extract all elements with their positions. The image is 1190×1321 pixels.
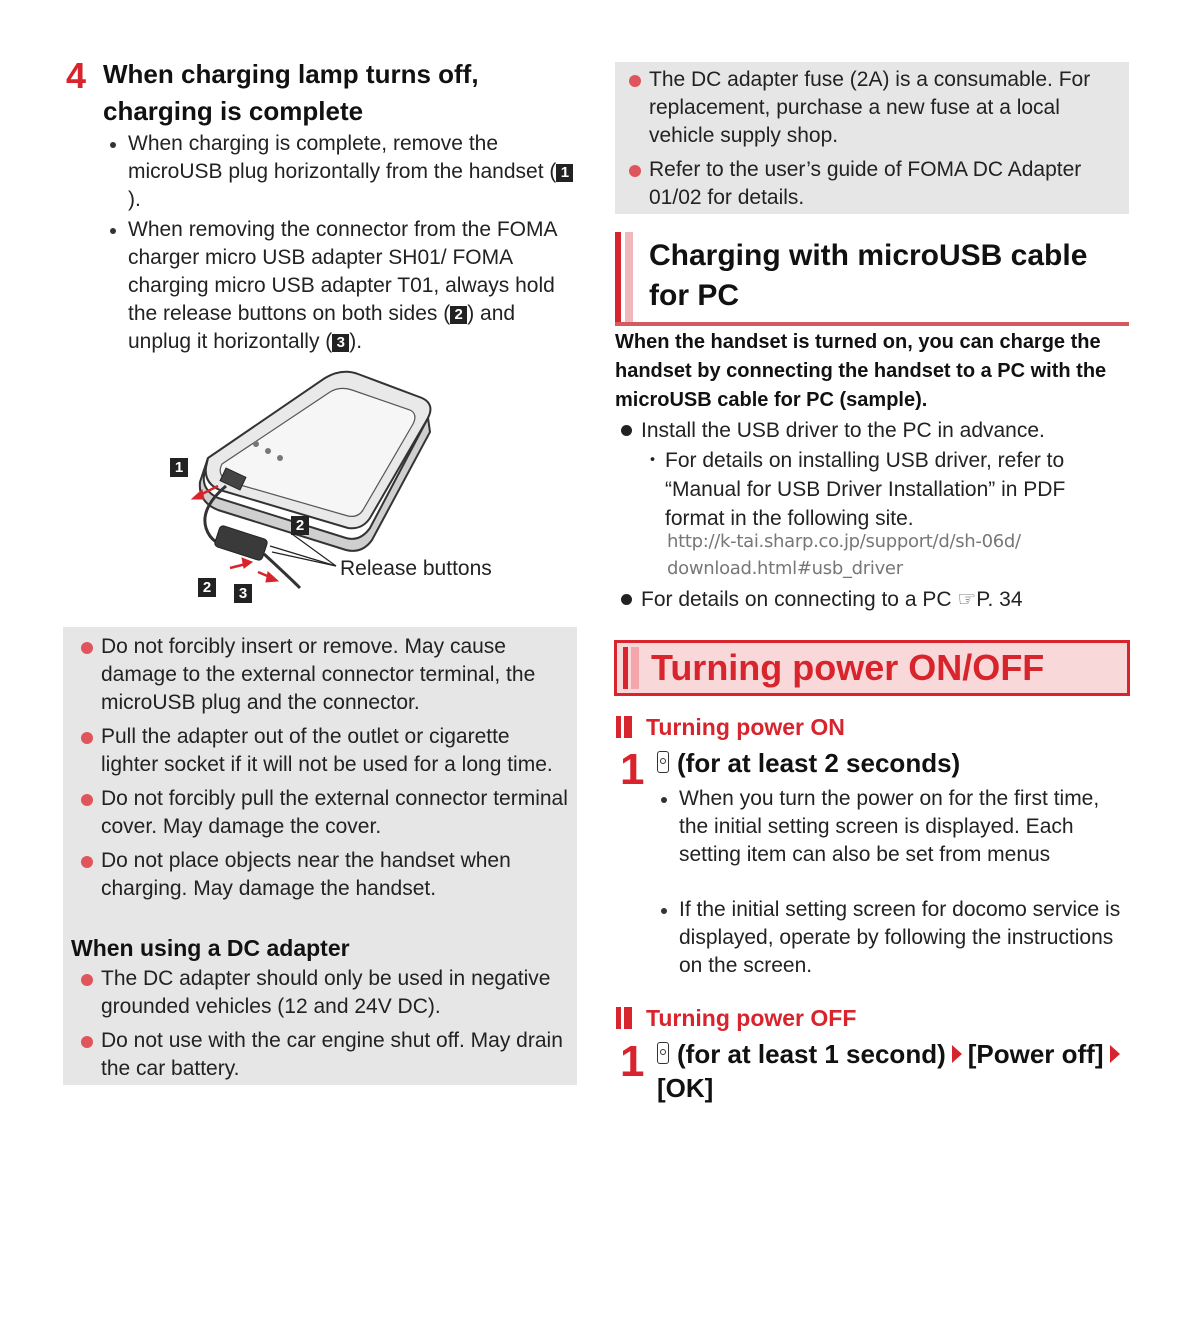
pc-charging-section-header bbox=[615, 232, 1129, 326]
power-on-step-number: 1 bbox=[620, 745, 645, 794]
usb-driver-url-line2[interactable]: download.html#usb_driver bbox=[667, 558, 903, 579]
ok-menu-item: [OK] bbox=[657, 1073, 714, 1103]
sub-marker: ・ bbox=[642, 449, 663, 472]
dc-adapter-list bbox=[69, 965, 569, 1089]
unplug-illustration bbox=[160, 368, 505, 608]
step4-bullet-1: When charging is complete, remove the microUSB plug horizontally from the handset ( 1). bbox=[104, 130, 576, 214]
figure-label-1 bbox=[170, 458, 188, 477]
usb-driver-url-line1[interactable]: http://k-tai.sharp.co.jp/support/d/sh-06d/ bbox=[667, 531, 1021, 552]
caution-item-1: Do not forcibly insert or remove. May cause damage to the external connector terminal, the microUSB plug and the connector. bbox=[69, 633, 569, 717]
pc-charging-intro: When the handset is turned on, you can charge the handset by connecting the handset to a PC with the microUSB cable for PC (sample). bbox=[615, 331, 1107, 411]
caution-item-2: Pull the adapter out of the outlet or cigarette lighter socket if it will not be used for a long time. bbox=[69, 723, 569, 779]
pc-connect-bullets bbox=[615, 585, 1130, 614]
fuse-note-2: Refer to the user’s guide of FOMA DC Adapter 01/02 for details. bbox=[617, 156, 1122, 212]
dc-item-2: Do not use with the car engine shut off. May drain the car battery. bbox=[69, 1027, 569, 1083]
reference-page-link[interactable]: P. 34 bbox=[976, 588, 1023, 611]
step4-title: When charging lamp turns off, charging is complete bbox=[103, 59, 479, 126]
pc-bullet-2: For details on connecting to a PC ☞P. 34 bbox=[615, 585, 1130, 614]
power-on-heading: Turning power ON bbox=[616, 714, 845, 741]
fuse-note-list bbox=[617, 66, 1122, 218]
figure-label-2-bottom bbox=[198, 578, 216, 597]
caution-item-4: Do not place objects near the handset when charging. May damage the handset. bbox=[69, 847, 569, 903]
power-on-note-2: If the initial setting screen for docomo service is displayed, operate by following the instructions on the screen. bbox=[655, 896, 1130, 980]
power-key-icon bbox=[657, 751, 669, 773]
power-on-bullets bbox=[655, 785, 1130, 980]
step-number-4: 4 bbox=[66, 55, 87, 96]
dc-item-1: The DC adapter should only be used in negative grounded vehicles (12 and 24V DC). bbox=[69, 965, 569, 1021]
step4-bullets bbox=[104, 130, 576, 356]
power-on-note-1: When you turn the power on for the first time, the initial setting screen is displayed. Each setting item can also be set from menus bbox=[655, 785, 1130, 869]
handset-illustration bbox=[160, 368, 505, 608]
power-section-title: Turning power ON/OFF bbox=[651, 647, 1045, 688]
fuse-note-box bbox=[615, 62, 1129, 214]
power-off-menu-item: [Power off] bbox=[967, 1039, 1104, 1069]
pc-charging-bullets bbox=[615, 416, 1130, 445]
power-off-heading: Turning power OFF bbox=[616, 1005, 856, 1032]
callout-3-badge: 3 bbox=[332, 334, 349, 352]
pc-bullet-1: Install the USB driver to the PC in advance. bbox=[615, 416, 1130, 445]
callout-2-badge: 2 bbox=[450, 306, 467, 324]
dc-adapter-heading: When using a DC adapter bbox=[71, 935, 350, 961]
arrow-right-icon bbox=[1110, 1045, 1120, 1063]
svg-text:2: 2 bbox=[295, 517, 305, 534]
caution-item-3: Do not forcibly pull the external connector terminal cover. May damage the cover. bbox=[69, 785, 569, 841]
usb-driver-note: For details on installing USB driver, refer to “Manual for USB Driver Installation” in PDF format in the following site. bbox=[665, 449, 1066, 530]
svg-text:1: 1 bbox=[174, 459, 184, 476]
power-key-icon bbox=[657, 1042, 669, 1064]
pc-charging-title: Charging with microUSB cable for PC bbox=[649, 239, 1088, 312]
power-on-step: (for at least 2 seconds) bbox=[657, 746, 1127, 780]
callout-1-badge: 1 bbox=[556, 164, 573, 182]
figure-caption: Release buttons bbox=[340, 557, 492, 580]
reference-icon: ☞ bbox=[957, 588, 977, 611]
power-off-step-number: 1 bbox=[620, 1037, 645, 1086]
fuse-note-1: The DC adapter fuse (2A) is a consumable. For replacement, purchase a new fuse at a local vehicle supply shop. bbox=[617, 66, 1122, 150]
handset-drawing bbox=[200, 372, 431, 551]
power-off-step: (for at least 1 second) [Power off][OK] bbox=[657, 1037, 1127, 1105]
step4-bullet-2: When removing the connector from the FOMA charger micro USB adapter SH01/ FOMA charging micro USB adapter T01, always hold the release buttons on both sides ( 2 ) and unplug it horizontally ( 3 ). bbox=[104, 216, 576, 356]
figure-label-2-top bbox=[291, 516, 309, 535]
figure-label-3 bbox=[234, 584, 252, 603]
power-section-header bbox=[614, 640, 1130, 696]
arrow-right-icon bbox=[952, 1045, 962, 1063]
caution-list bbox=[69, 633, 569, 909]
svg-text:2: 2 bbox=[202, 579, 212, 596]
svg-text:3: 3 bbox=[238, 585, 248, 602]
caution-box bbox=[63, 627, 577, 1085]
